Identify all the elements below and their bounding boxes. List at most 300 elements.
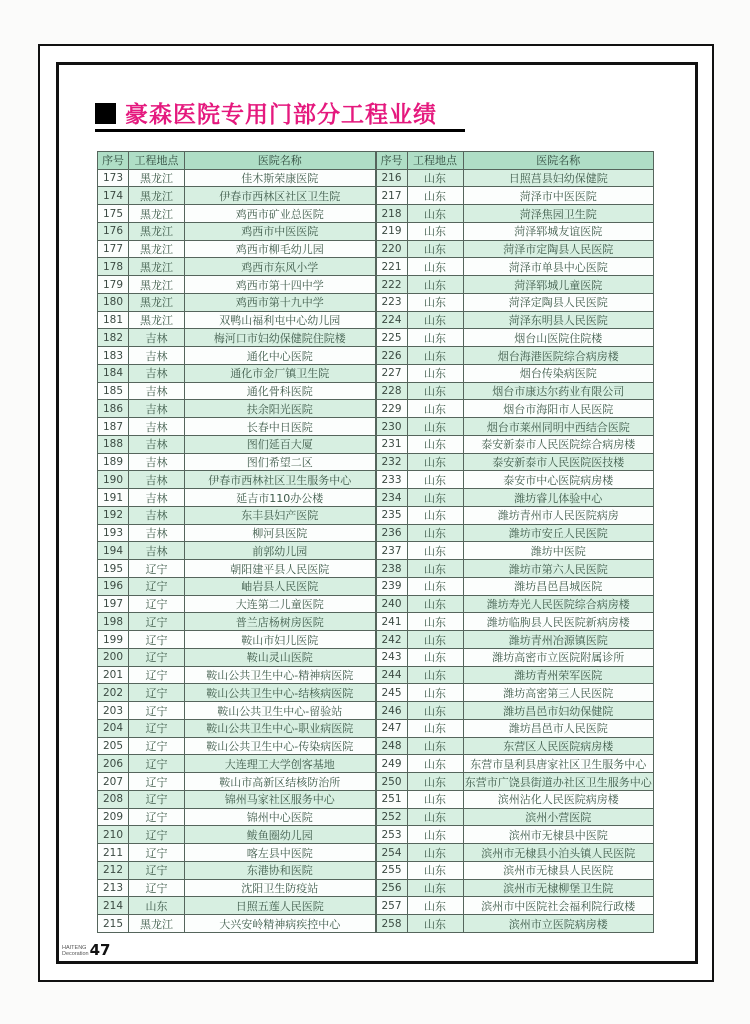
serial-number-cell: 185 [98,382,129,400]
table-row [376,560,654,578]
table-row [376,666,654,684]
serial-number-cell: 207 [98,773,129,791]
serial-number-cell: 223 [376,293,407,311]
hospital-name-cell: 泰安市中心医院病房楼 [463,471,654,489]
table-row [98,915,376,933]
project-location-cell: 山东 [407,631,463,649]
table-row [98,382,376,400]
project-location-cell: 山东 [407,222,463,240]
project-location-cell: 黑龙江 [129,258,185,276]
project-location-cell: 山东 [407,169,463,187]
project-location-cell: 吉林 [129,506,185,524]
table-row [98,276,376,294]
hospital-name-cell: 通化骨科医院 [185,382,376,400]
project-location-cell: 黑龙江 [129,205,185,223]
project-location-cell: 山东 [407,808,463,826]
serial-number-cell: 243 [376,648,407,666]
serial-number-cell: 246 [376,702,407,720]
table-row [376,684,654,702]
serial-number-cell: 229 [376,400,407,418]
project-location-cell: 山东 [407,737,463,755]
table-row [98,577,376,595]
serial-number-cell: 232 [376,453,407,471]
serial-number-cell: 177 [98,240,129,258]
hospital-name-cell: 普兰店杨树房医院 [185,613,376,631]
hospital-name-cell: 潍坊青州荣军医院 [463,666,654,684]
hospital-name-cell: 鞍山灵山医院 [185,648,376,666]
table-row [376,613,654,631]
hospital-name-cell: 岫岩县人民医院 [185,577,376,595]
table-row [98,329,376,347]
serial-number-cell: 231 [376,435,407,453]
serial-number-cell: 203 [98,702,129,720]
serial-number-cell: 206 [98,755,129,773]
project-location-cell: 黑龙江 [129,240,185,258]
project-location-cell: 辽宁 [129,737,185,755]
serial-number-cell: 202 [98,684,129,702]
hospital-name-cell: 鞍山公共卫生中心-结核病医院 [185,684,376,702]
project-location-cell: 黑龙江 [129,276,185,294]
hospital-name-cell: 滨州市无棣县中医院 [463,826,654,844]
table-row [98,471,376,489]
hospital-name-cell: 潍坊睿儿体验中心 [463,489,654,507]
project-location-cell: 辽宁 [129,666,185,684]
hospital-name-cell: 双鸭山福利屯中心幼儿园 [185,311,376,329]
hospital-name-cell: 泰安新泰市人民医院综合病房楼 [463,435,654,453]
brand-line-2: Decoration [62,951,89,957]
table-row [98,169,376,187]
hospital-name-cell: 鞍山公共卫生中心-精神病医院 [185,666,376,684]
project-location-cell: 黑龙江 [129,293,185,311]
hospital-name-cell: 鞍山市高新区结核防治所 [185,773,376,791]
serial-number-cell: 227 [376,364,407,382]
project-location-cell: 吉林 [129,382,185,400]
project-location-cell: 吉林 [129,435,185,453]
hospital-name-cell: 东营市广饶县街道办社区卫生服务中心 [463,773,654,791]
project-location-cell: 山东 [407,382,463,400]
serial-number-cell: 181 [98,311,129,329]
table-header-row [376,152,654,170]
serial-number-cell: 209 [98,808,129,826]
serial-number-cell: 230 [376,418,407,436]
table-row [376,524,654,542]
serial-number-cell: 249 [376,755,407,773]
hospital-name-cell: 烟台传染病医院 [463,364,654,382]
table-row [376,755,654,773]
hospital-name-cell: 日照莒县妇幼保健院 [463,169,654,187]
project-location-cell: 吉林 [129,347,185,365]
serial-number-cell: 176 [98,222,129,240]
project-location-cell: 山东 [407,205,463,223]
project-location-cell: 辽宁 [129,861,185,879]
hospital-name-cell: 长春中日医院 [185,418,376,436]
project-location-cell: 辽宁 [129,648,185,666]
table-row [98,808,376,826]
serial-number-cell: 204 [98,719,129,737]
project-location-cell: 山东 [407,915,463,933]
title-square-bullet-icon [95,103,116,124]
serial-number-cell: 215 [98,915,129,933]
table-row [376,631,654,649]
hospital-name-cell: 潍坊昌邑市妇幼保健院 [463,702,654,720]
hospital-name-cell: 潍坊昌邑市人民医院 [463,719,654,737]
table-row [376,364,654,382]
project-location-cell: 辽宁 [129,808,185,826]
table-row [98,631,376,649]
project-location-cell: 山东 [407,560,463,578]
table-header-row [98,152,376,170]
table-row [98,844,376,862]
hospital-name-cell: 东营区人民医院病房楼 [463,737,654,755]
serial-number-cell: 216 [376,169,407,187]
serial-number-cell: 200 [98,648,129,666]
serial-number-cell: 193 [98,524,129,542]
serial-number-cell: 184 [98,364,129,382]
project-location-cell: 山东 [407,613,463,631]
hospital-name-cell: 鞍山公共卫生中心-留验站 [185,702,376,720]
table-row [376,826,654,844]
hospital-name-cell: 锦州马家社区服务中心 [185,790,376,808]
table-row [98,453,376,471]
serial-number-cell: 256 [376,879,407,897]
project-location-cell: 辽宁 [129,719,185,737]
table-row [98,613,376,631]
hospital-name-cell: 滨州沾化人民医院病房楼 [463,790,654,808]
header-project-location: 工程地点 [129,152,185,170]
serial-number-cell: 182 [98,329,129,347]
table-row [376,489,654,507]
table-row [98,773,376,791]
table-row [376,435,654,453]
table-row [376,648,654,666]
project-location-cell: 山东 [407,489,463,507]
project-location-cell: 山东 [407,879,463,897]
table-row [376,879,654,897]
table-row [98,595,376,613]
project-location-cell: 辽宁 [129,577,185,595]
project-achievements-table [97,151,654,933]
hospital-name-cell: 喀左县中医院 [185,844,376,862]
serial-number-cell: 196 [98,577,129,595]
serial-number-cell: 194 [98,542,129,560]
hospital-name-cell: 东营市垦利县唐家社区卫生服务中心 [463,755,654,773]
serial-number-cell: 245 [376,684,407,702]
hospital-name-cell: 伊春市西林区社区卫生院 [185,187,376,205]
project-location-cell: 山东 [407,844,463,862]
project-location-cell: 山东 [407,453,463,471]
hospital-name-cell: 滨州市无棣县小泊头镇人民医院 [463,844,654,862]
table-row [376,861,654,879]
project-location-cell: 山东 [407,258,463,276]
hospital-name-cell: 通化市金厂镇卫生院 [185,364,376,382]
serial-number-cell: 251 [376,790,407,808]
table-row [376,897,654,915]
hospital-name-cell: 潍坊青州冶源镇医院 [463,631,654,649]
hospital-name-cell: 菏泽东明县人民医院 [463,311,654,329]
serial-number-cell: 213 [98,879,129,897]
hospital-name-cell: 潍坊昌邑昌城医院 [463,577,654,595]
brand-line-1: HAITENG [62,945,87,951]
brand-logo-text [62,945,89,957]
table-row [376,169,654,187]
serial-number-cell: 235 [376,506,407,524]
serial-number-cell: 247 [376,719,407,737]
hospital-name-cell: 鞍山公共卫生中心-职业病医院 [185,719,376,737]
hospital-name-cell: 朝阳建平县人民医院 [185,560,376,578]
table-row [98,737,376,755]
serial-number-cell: 258 [376,915,407,933]
project-location-cell: 吉林 [129,489,185,507]
serial-number-cell: 214 [98,897,129,915]
hospital-name-cell: 滨州市立医院病房楼 [463,915,654,933]
serial-number-cell: 174 [98,187,129,205]
hospital-name-cell: 大兴安岭精神病疾控中心 [185,915,376,933]
table-row [376,719,654,737]
hospital-name-cell: 潍坊高密第三人民医院 [463,684,654,702]
hospital-name-cell: 延吉市110办公楼 [185,489,376,507]
table-row [376,187,654,205]
serial-number-cell: 173 [98,169,129,187]
project-location-cell: 黑龙江 [129,311,185,329]
project-location-cell: 山东 [407,418,463,436]
table-left-half [97,151,376,933]
hospital-name-cell: 锦州中心医院 [185,808,376,826]
serial-number-cell: 255 [376,861,407,879]
hospital-name-cell: 潍坊市安丘人民医院 [463,524,654,542]
hospital-name-cell: 鲅鱼圈幼儿园 [185,826,376,844]
table-row [376,311,654,329]
table-row [376,577,654,595]
project-location-cell: 山东 [407,755,463,773]
serial-number-cell: 257 [376,897,407,915]
table-row [98,293,376,311]
serial-number-cell: 234 [376,489,407,507]
project-location-cell: 吉林 [129,400,185,418]
table-row [98,364,376,382]
table-row [98,506,376,524]
table-row [98,790,376,808]
hospital-name-cell: 烟台市海阳市人民医院 [463,400,654,418]
serial-number-cell: 201 [98,666,129,684]
table-row [376,400,654,418]
hospital-name-cell: 菏泽焦园卫生院 [463,205,654,223]
serial-number-cell: 188 [98,435,129,453]
table-row [98,240,376,258]
hospital-name-cell: 潍坊青州市人民医院病房 [463,506,654,524]
serial-number-cell: 252 [376,808,407,826]
project-location-cell: 山东 [407,595,463,613]
serial-number-cell: 197 [98,595,129,613]
project-location-cell: 山东 [407,347,463,365]
hospital-name-cell: 泰安新泰市人民医院医技楼 [463,453,654,471]
table-row [98,311,376,329]
serial-number-cell: 210 [98,826,129,844]
project-location-cell: 山东 [407,471,463,489]
project-location-cell: 辽宁 [129,790,185,808]
table-row [376,222,654,240]
hospital-name-cell: 潍坊寿光人民医院综合病房楼 [463,595,654,613]
project-location-cell: 山东 [407,826,463,844]
hospital-name-cell: 日照五莲人民医院 [185,897,376,915]
table-row [98,489,376,507]
hospital-name-cell: 烟台市康达尔药业有限公司 [463,382,654,400]
hospital-name-cell: 菏泽定陶县人民医院 [463,293,654,311]
project-location-cell: 辽宁 [129,844,185,862]
hospital-name-cell: 鞍山市妇儿医院 [185,631,376,649]
serial-number-cell: 220 [376,240,407,258]
serial-number-cell: 237 [376,542,407,560]
table-row [98,222,376,240]
table-row [98,861,376,879]
table-row [376,471,654,489]
hospital-name-cell: 伊春市西林社区卫生服务中心 [185,471,376,489]
project-location-cell: 山东 [407,790,463,808]
serial-number-cell: 253 [376,826,407,844]
serial-number-cell: 222 [376,276,407,294]
serial-number-cell: 212 [98,861,129,879]
table-row [98,258,376,276]
table-row [376,258,654,276]
table-row [376,808,654,826]
project-location-cell: 吉林 [129,329,185,347]
project-location-cell: 黑龙江 [129,915,185,933]
serial-number-cell: 183 [98,347,129,365]
table-right-half [376,151,655,933]
table-row [376,205,654,223]
project-location-cell: 辽宁 [129,773,185,791]
project-location-cell: 辽宁 [129,560,185,578]
serial-number-cell: 186 [98,400,129,418]
project-location-cell: 山东 [407,276,463,294]
hospital-name-cell: 鸡西市第十四中学 [185,276,376,294]
project-location-cell: 山东 [407,542,463,560]
hospital-name-cell: 鸡西市第十九中学 [185,293,376,311]
serial-number-cell: 226 [376,347,407,365]
hospital-name-cell: 柳河县医院 [185,524,376,542]
table-row [376,595,654,613]
serial-number-cell: 241 [376,613,407,631]
table-row [376,542,654,560]
hospital-name-cell: 鸡西市矿业总医院 [185,205,376,223]
serial-number-cell: 198 [98,613,129,631]
table-row [376,702,654,720]
hospital-name-cell: 滨州市无棣柳堡卫生院 [463,879,654,897]
table-row [376,737,654,755]
serial-number-cell: 199 [98,631,129,649]
table-row [98,684,376,702]
project-location-cell: 黑龙江 [129,187,185,205]
table-row [98,702,376,720]
project-location-cell: 山东 [407,400,463,418]
hospital-name-cell: 烟台海港医院综合病房楼 [463,347,654,365]
page-number: 47 [89,941,111,959]
hospital-name-cell: 图们延百大厦 [185,435,376,453]
serial-number-cell: 211 [98,844,129,862]
hospital-name-cell: 大连理工大学创客基地 [185,755,376,773]
table-row [376,276,654,294]
serial-number-cell: 240 [376,595,407,613]
serial-number-cell: 191 [98,489,129,507]
serial-number-cell: 208 [98,790,129,808]
serial-number-cell: 218 [376,205,407,223]
table-row [376,382,654,400]
project-location-cell: 山东 [407,311,463,329]
project-location-cell: 吉林 [129,418,185,436]
hospital-name-cell: 东丰县妇产医院 [185,506,376,524]
table-row [98,755,376,773]
project-location-cell: 山东 [407,773,463,791]
hospital-name-cell: 菏泽郓城儿童医院 [463,276,654,294]
project-location-cell: 山东 [407,702,463,720]
serial-number-cell: 221 [376,258,407,276]
serial-number-cell: 192 [98,506,129,524]
table-row [98,435,376,453]
table-row [98,897,376,915]
table-row [98,347,376,365]
hospital-name-cell: 梅河口市妇幼保健院住院楼 [185,329,376,347]
hospital-name-cell: 菏泽市中医医院 [463,187,654,205]
hospital-name-cell: 潍坊高密市立医院附属诊所 [463,648,654,666]
project-location-cell: 黑龙江 [129,222,185,240]
hospital-name-cell: 扶余阳光医院 [185,400,376,418]
hospital-name-cell: 东港协和医院 [185,861,376,879]
hospital-name-cell: 烟台市莱州同明中西结合医院 [463,418,654,436]
table-row [376,329,654,347]
table-row [376,506,654,524]
project-location-cell: 辽宁 [129,613,185,631]
table-row [98,418,376,436]
hospital-name-cell: 鸡西市中医医院 [185,222,376,240]
header-hospital-name: 医院名称 [185,152,376,170]
table-row [98,560,376,578]
hospital-name-cell: 鞍山公共卫生中心-传染病医院 [185,737,376,755]
project-location-cell: 山东 [407,719,463,737]
project-location-cell: 山东 [407,364,463,382]
project-location-cell: 山东 [407,506,463,524]
table-row [376,844,654,862]
table-row [98,400,376,418]
project-location-cell: 山东 [407,329,463,347]
serial-number-cell: 254 [376,844,407,862]
table-row [98,524,376,542]
hospital-name-cell: 菏泽郓城友谊医院 [463,222,654,240]
project-location-cell: 山东 [407,577,463,595]
hospital-name-cell: 前郭幼儿园 [185,542,376,560]
serial-number-cell: 219 [376,222,407,240]
table-row [98,648,376,666]
table-row [376,773,654,791]
serial-number-cell: 205 [98,737,129,755]
page-title: 豪森医院专用门部分工程业绩 [125,102,437,128]
project-location-cell: 山东 [407,897,463,915]
project-location-cell: 山东 [407,187,463,205]
table-row [98,205,376,223]
project-location-cell: 山东 [407,666,463,684]
hospital-name-cell: 鸡西市东风小学 [185,258,376,276]
serial-number-cell: 248 [376,737,407,755]
serial-number-cell: 178 [98,258,129,276]
table-row [98,542,376,560]
project-location-cell: 山东 [407,240,463,258]
project-location-cell: 辽宁 [129,755,185,773]
serial-number-cell: 228 [376,382,407,400]
serial-number-cell: 242 [376,631,407,649]
hospital-name-cell: 大连第二儿童医院 [185,595,376,613]
table-row [376,240,654,258]
serial-number-cell: 217 [376,187,407,205]
header-serial-number: 序号 [98,152,129,170]
hospital-name-cell: 菏泽市定陶县人民医院 [463,240,654,258]
